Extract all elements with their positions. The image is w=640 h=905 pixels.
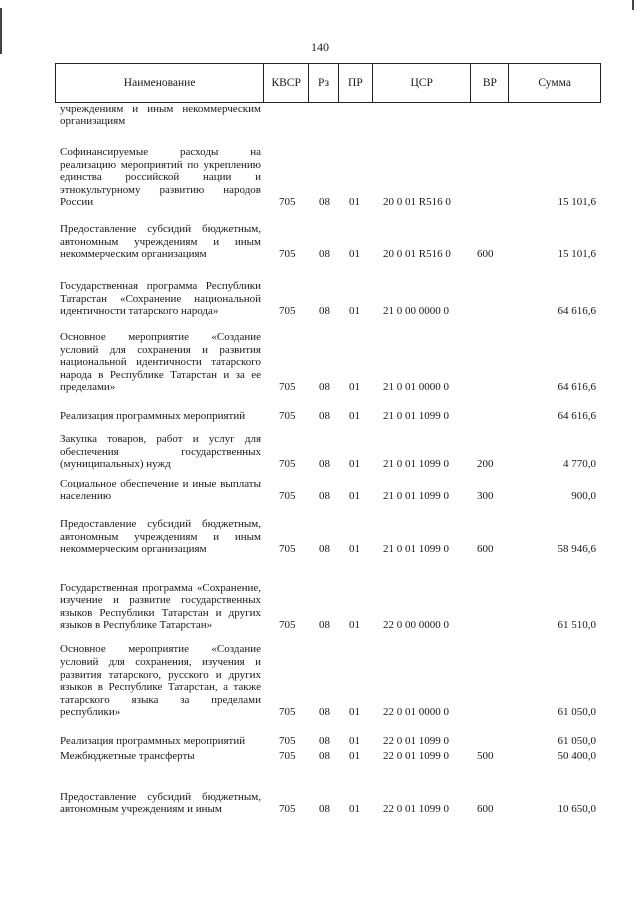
row-csr: 21 0 01 1099 0 <box>383 410 449 423</box>
table-row <box>0 208 640 261</box>
page-number: 140 <box>311 40 329 54</box>
row-rz: 08 <box>319 735 330 748</box>
table-row <box>0 265 640 318</box>
row-pr: 01 <box>349 196 360 209</box>
row-vr: 600 <box>477 248 494 261</box>
row-kvsr: 705 <box>279 706 296 719</box>
table-row <box>0 764 640 816</box>
row-name: Социальное обеспечение и иные выплаты населению <box>60 477 261 503</box>
row-name: Предоставление субсидий бюджетным, автономным учреждениям и иным некоммерческим организациям <box>60 223 261 261</box>
row-vr: 200 <box>477 458 494 471</box>
row-csr: 22 0 01 0000 0 <box>383 706 449 719</box>
row-sum: 64 616,6 <box>557 410 596 423</box>
row-rz: 08 <box>319 750 330 763</box>
row-rz: 08 <box>319 305 330 318</box>
row-rz: 08 <box>319 410 330 423</box>
row-kvsr: 705 <box>279 543 296 556</box>
row-pr: 01 <box>349 750 360 763</box>
row-csr: 21 0 01 1099 0 <box>383 543 449 556</box>
row-name: Основное мероприятие «Создание условий для сохранения и развития национальной идентичности татарского народа в Республике Татарстан и за ее пределами» <box>60 331 261 394</box>
row-kvsr: 705 <box>279 248 296 261</box>
header-rz: Рз <box>309 64 339 102</box>
row-csr: 21 0 01 0000 0 <box>383 381 449 394</box>
table-row <box>0 720 640 748</box>
row-rz: 08 <box>319 619 330 632</box>
table-row <box>0 427 640 471</box>
row-name: Предоставление субсидий бюджетным, автономным учреждениям и иным <box>60 790 261 816</box>
row-rz: 08 <box>319 706 330 719</box>
row-name: Государственная программа Республики Татарстан «Сохранение национальной идентичности татарского народа» <box>60 280 261 318</box>
row-kvsr: 705 <box>279 490 296 503</box>
scan-corner-mark <box>632 0 634 10</box>
header-kvsr: КВСР <box>264 64 309 102</box>
row-sum: 15 101,6 <box>557 196 596 209</box>
row-name: Софинансируемые расходы на реализацию мероприятий по укреплению единства российской нации и этнокультурному развитию народов России <box>60 146 261 209</box>
row-rz: 08 <box>319 458 330 471</box>
row-kvsr: 705 <box>279 803 296 816</box>
row-rz: 08 <box>319 803 330 816</box>
row-rz: 08 <box>319 543 330 556</box>
row-sum: 58 946,6 <box>557 543 596 556</box>
row-pr: 01 <box>349 543 360 556</box>
row-kvsr: 705 <box>279 458 296 471</box>
row-csr: 22 0 01 1099 0 <box>383 750 449 763</box>
row-csr: 20 0 01 R516 0 <box>383 196 451 209</box>
row-rz: 08 <box>319 248 330 261</box>
row-kvsr: 705 <box>279 735 296 748</box>
row-sum: 61 510,0 <box>557 619 596 632</box>
row-csr: 22 0 01 1099 0 <box>383 803 449 816</box>
row-pr: 01 <box>349 490 360 503</box>
row-name: Закупка товаров, работ и услуг для обеспечения государственных (муниципальных) нужд <box>60 433 261 471</box>
row-pr: 01 <box>349 706 360 719</box>
table-row <box>0 634 640 719</box>
row-csr: 22 0 00 0000 0 <box>383 619 449 632</box>
row-name: учреждениям и иным некоммерческим организациям <box>60 102 261 128</box>
row-sum: 50 400,0 <box>557 750 596 763</box>
row-sum: 64 616,6 <box>557 305 596 318</box>
row-pr: 01 <box>349 305 360 318</box>
row-csr: 21 0 01 1099 0 <box>383 490 449 503</box>
row-pr: 01 <box>349 410 360 423</box>
row-vr: 600 <box>477 543 494 556</box>
row-name: Государственная программа «Сохранение, изучение и развитие государственных языков Республики Татарстан и других языков в Республике Татарстан» <box>60 581 261 632</box>
row-sum: 61 050,0 <box>557 735 596 748</box>
row-name: Основное мероприятие «Создание условий для сохранения, изучения и развития татарского, русского и других языков в Республике Татарстан, а также татарского языка за пределами республики» <box>60 643 261 719</box>
row-name: Реализация программных мероприятий <box>60 410 246 423</box>
row-kvsr: 705 <box>279 196 296 209</box>
row-rz: 08 <box>319 196 330 209</box>
table-row <box>0 561 640 632</box>
row-kvsr: 705 <box>279 619 296 632</box>
table-row <box>0 131 640 209</box>
row-sum: 4 770,0 <box>563 458 596 471</box>
row-csr: 21 0 00 0000 0 <box>383 305 449 318</box>
row-pr: 01 <box>349 381 360 394</box>
row-name: Межбюджетные трансферты <box>60 750 195 763</box>
row-sum: 61 050,0 <box>557 706 596 719</box>
row-pr: 01 <box>349 619 360 632</box>
row-kvsr: 705 <box>279 381 296 394</box>
row-csr: 21 0 01 1099 0 <box>383 458 449 471</box>
row-rz: 08 <box>319 381 330 394</box>
row-name: Реализация программных мероприятий <box>60 735 246 748</box>
table-row <box>0 749 640 763</box>
table-row <box>0 502 640 556</box>
row-sum: 15 101,6 <box>557 248 596 261</box>
row-pr: 01 <box>349 458 360 471</box>
row-pr: 01 <box>349 248 360 261</box>
row-vr: 500 <box>477 750 494 763</box>
header-vr: ВР <box>471 64 509 102</box>
header-csr: ЦСР <box>373 64 472 102</box>
row-kvsr: 705 <box>279 410 296 423</box>
row-sum: 64 616,6 <box>557 381 596 394</box>
row-pr: 01 <box>349 803 360 816</box>
table-row <box>0 103 640 128</box>
table-row <box>0 395 640 423</box>
table-row <box>0 475 640 503</box>
row-csr: 22 0 01 1099 0 <box>383 735 449 748</box>
header-name: Наименование <box>56 64 264 102</box>
row-vr: 600 <box>477 803 494 816</box>
header-sum: Сумма <box>538 77 571 89</box>
row-name: Предоставление субсидий бюджетным, автономным учреждениям и иным некоммерческим организациям <box>60 518 261 556</box>
table-header <box>55 63 601 103</box>
row-kvsr: 705 <box>279 750 296 763</box>
row-sum: 10 650,0 <box>557 803 596 816</box>
table-row <box>0 324 640 394</box>
row-rz: 08 <box>319 490 330 503</box>
row-kvsr: 705 <box>279 305 296 318</box>
row-csr: 20 0 01 R516 0 <box>383 248 451 261</box>
row-vr: 300 <box>477 490 494 503</box>
row-pr: 01 <box>349 735 360 748</box>
header-pr: ПР <box>339 64 373 102</box>
row-sum: 900,0 <box>571 490 596 503</box>
